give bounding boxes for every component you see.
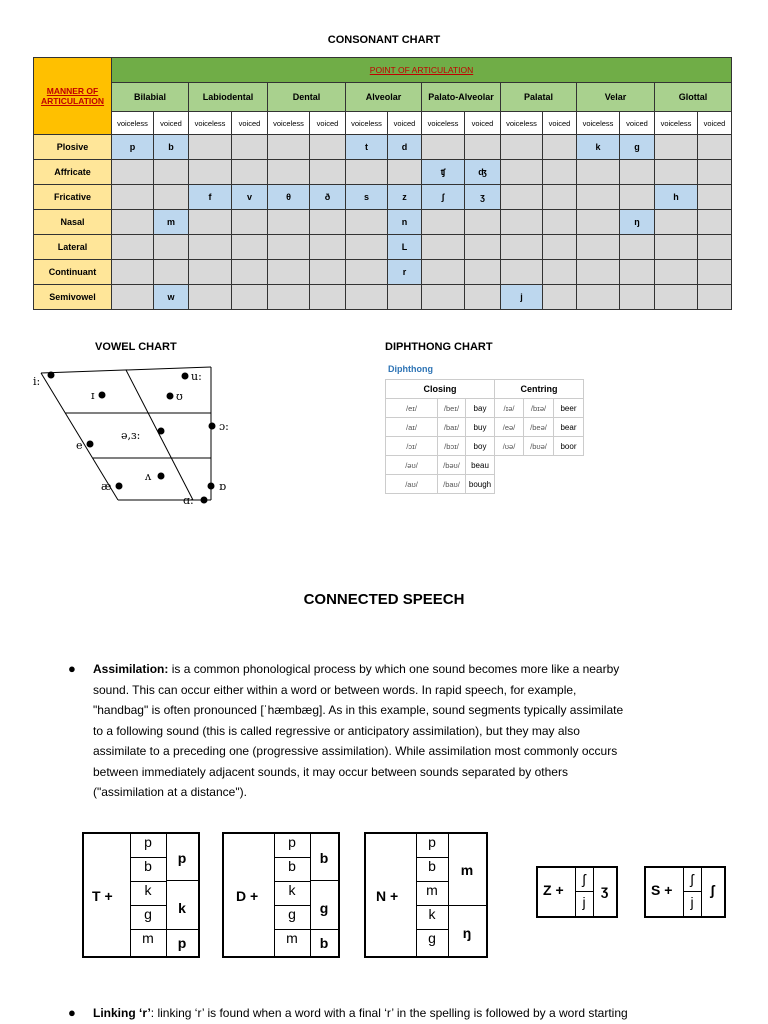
bullet-icon: ● [68,1005,76,1020]
box-cell: g [428,930,436,946]
manner-label: Nasal [34,210,112,235]
consonant-cell: g [620,135,655,160]
consonant-row [34,185,732,210]
consonant-cell: k [577,135,620,160]
diphthong-row [386,437,584,456]
place-header: Glottal [655,83,732,112]
diphthong-cell: /baʊ/ [438,475,466,494]
voicing-header: voiceless [655,112,698,135]
consonant-cell [501,160,543,185]
diphthong-row [386,399,584,418]
consonant-cell [543,210,577,235]
diphthong-chart-title: DIPHTHONG CHART [385,341,493,353]
manner-of-articulation-header: MANNER OF ARTICULATION [34,58,112,135]
consonant-cell [698,160,732,185]
diphthong-cell: /eɪ/ [386,399,438,418]
box-cell: g [274,906,310,930]
consonant-cell [268,210,310,235]
consonant-cell [543,160,577,185]
consonant-cell [232,135,268,160]
consonant-row [34,135,732,160]
box-result: k [178,900,186,916]
assimilation-box-d [222,832,340,958]
consonant-cell [154,260,189,285]
consonant-cell [346,235,388,260]
consonant-cell [543,185,577,210]
consonant-cell [620,260,655,285]
consonant-cell: h [655,185,698,210]
box-result: p [177,850,187,866]
assimilation-box-t [82,832,200,958]
consonant-cell [346,210,388,235]
voicing-header: voiceless [577,112,620,135]
manner-label: Semivowel [34,285,112,310]
box-cell: p [416,834,448,858]
consonant-cell: f [189,185,232,210]
consonant-cell [577,185,620,210]
consonant-cell: ʒ [465,185,501,210]
voicing-header: voiced [698,112,732,135]
diphthong-cell: /eə/ [495,418,524,437]
consonant-cell: z [388,185,422,210]
consonant-row [34,260,732,285]
consonant-cell [112,210,154,235]
consonant-cell [154,160,189,185]
manner-label: Plosive [34,135,112,160]
diphthong-cell: /ɪə/ [495,399,524,418]
consonant-cell: θ [268,185,310,210]
consonant-cell: j [501,285,543,310]
diphthong-cell: boy [466,437,495,456]
voicing-header: voiced [388,112,422,135]
diphthong-cell: bay [466,399,495,418]
place-header: Velar [577,83,655,112]
diphthong-cell: beer [554,399,584,418]
box-cell: j [582,894,586,910]
box-cell: k [274,882,310,906]
consonant-cell [232,160,268,185]
consonant-row [34,235,732,260]
consonant-cell [543,235,577,260]
assimilation-line: ("assimilation at a distance"). [93,785,247,799]
consonant-cell [189,285,232,310]
consonant-cell [655,235,698,260]
assimilation-line: to a following sound (this is called regressive or anticipatory assimilation), but they may also [93,723,580,738]
consonant-cell: ŋ [620,210,655,235]
diphthong-row [386,475,584,494]
diphthong-cell [554,475,584,494]
vowel-label-I: ɪ [91,389,95,402]
vowel-label-U: ʊ [176,390,183,403]
consonant-cell [543,285,577,310]
consonant-cell [577,260,620,285]
place-header: Dental [268,83,346,112]
consonant-cell: b [154,135,189,160]
consonant-cell [232,210,268,235]
consonant-cell [310,235,346,260]
voicing-header: voiced [310,112,346,135]
consonant-cell [232,235,268,260]
consonant-cell [501,185,543,210]
consonant-cell: v [232,185,268,210]
consonant-row [34,210,732,235]
consonant-cell [698,135,732,160]
vowel-dot-D [208,483,215,490]
consonant-cell [268,160,310,185]
consonant-cell [620,185,655,210]
vowel-label-e: e [76,439,83,452]
voicing-header: voiced [465,112,501,135]
diphthong-cell: buy [466,418,495,437]
consonant-cell [698,210,732,235]
consonant-cell [422,135,465,160]
diphthong-cell: bough [466,475,495,494]
place-header: Palatal [501,83,577,112]
diphthong-cell: /ɔɪ/ [386,437,438,456]
vowel-label-wedge: ʌ [145,470,152,483]
assimilation-term: Assimilation: [93,662,169,676]
consonant-cell: ʤ [465,160,501,185]
consonant-cell [422,235,465,260]
centring-header: Centring [495,380,584,399]
consonant-cell [501,135,543,160]
consonant-cell [310,160,346,185]
consonant-cell [112,160,154,185]
consonant-cell [698,260,732,285]
place-row [34,83,732,112]
consonant-cell [189,135,232,160]
box-cell: m [416,882,448,906]
box-result: g [319,900,329,916]
consonant-cell [577,210,620,235]
vowel-label-u: u: [191,370,202,383]
vowel-dot-I [99,392,106,399]
consonant-cell [655,260,698,285]
place-header: Bilabial [112,83,189,112]
assimilation-line: Assimilation: is a common phonological process by which one sound becomes more like a nearby [93,662,620,676]
diphthong-cell: /beə/ [524,418,554,437]
consonant-row [34,160,732,185]
voicing-header: voiced [620,112,655,135]
consonant-cell: ʧ [422,160,465,185]
consonant-cell [310,260,346,285]
consonant-cell [154,185,189,210]
consonant-cell [465,210,501,235]
diphthong-cell: /əʊ/ [386,456,438,475]
box-cell: b [130,858,166,882]
consonant-cell [543,135,577,160]
vowel-chart-title: VOWEL CHART [95,341,177,353]
vowel-dot-o [209,423,216,430]
diphthong-cell: boor [554,437,584,456]
assimilation-line: assimilate to a preceding one (progressive assimilation). While assimilation most commonly occurs [93,744,618,758]
consonant-cell [388,160,422,185]
box-result: m [460,862,474,878]
linking-r-term: Linking ‘r’ [93,1006,151,1020]
diphthong-cell: /ʊə/ [495,437,524,456]
assimilation-box-z [536,866,618,918]
box-cell: m [142,930,154,946]
consonant-cell [268,235,310,260]
diphthong-cell [495,456,524,475]
place-header: Palato-Alveolar [422,83,501,112]
consonant-cell: d [388,135,422,160]
box-cell: p [274,834,310,858]
consonant-cell [620,285,655,310]
consonant-cell [620,160,655,185]
box-lead: T + [92,888,113,904]
box-result: b [319,850,329,866]
consonant-cell [268,260,310,285]
diphthong-row [386,418,584,437]
consonant-cell: ð [310,185,346,210]
consonant-cell [422,285,465,310]
assimilation-paragraph [93,659,721,803]
consonant-cell [422,260,465,285]
consonant-cell [310,210,346,235]
consonant-cell [698,185,732,210]
consonant-cell [577,235,620,260]
consonant-table [33,57,732,310]
consonant-cell [189,210,232,235]
consonant-cell [543,260,577,285]
box-cell: m [286,930,298,946]
diphthong-cell: /bəʊ/ [438,456,466,475]
consonant-cell [268,135,310,160]
vowel-dot-schwa [158,428,165,435]
diphthong-cell: /bɔɪ/ [438,437,466,456]
diphthong-cell: /bɪə/ [524,399,554,418]
diphthong-label: Diphthong [388,364,433,374]
box-cell: g [130,906,166,930]
consonant-chart-title: CONSONANT CHART [327,34,441,46]
consonant-cell [189,260,232,285]
diphthong-cell: /beɪ/ [438,399,466,418]
consonant-cell [698,235,732,260]
vowel-dot-e [87,441,94,448]
box-lead: Z + [543,882,564,898]
vowel-quadrilateral [33,363,233,508]
assimilation-line: "handbag" is often pronounced [ˈhæmbæg]. As in this example, sound segments typically assimilate [93,703,624,717]
consonant-cell [465,260,501,285]
vowel-dot-wedge [158,473,165,480]
vowel-label-ae: æ [101,480,112,493]
consonant-cell: t [346,135,388,160]
diphthong-cell [524,475,554,494]
voicing-row [34,112,732,135]
connected-speech-title: CONNECTED SPEECH [303,591,465,608]
voicing-header: voiceless [268,112,310,135]
voicing-header: voiceless [189,112,232,135]
vowel-label-o: ɔ: [219,420,229,433]
manner-label: Affricate [34,160,112,185]
vowel-dot-U [167,393,174,400]
consonant-cell [232,260,268,285]
consonant-cell: w [154,285,189,310]
manner-label: Fricative [34,185,112,210]
consonant-cell [112,235,154,260]
box-result: ʃ [710,882,715,898]
box-cell: ʃ [690,871,694,887]
consonant-cell [655,160,698,185]
box-cell: k [416,906,448,930]
diphthong-cell [554,456,584,475]
vowel-dot-i [48,372,55,379]
consonant-cell [310,285,346,310]
voicing-header: voiceless [112,112,154,135]
vowel-dot-a [201,497,208,504]
consonant-cell [655,135,698,160]
assimilation-line: sound. This can occur either within a word or between words. In rapid speech, for example, [93,682,577,697]
box-cell: p [130,834,166,858]
consonant-cell [620,235,655,260]
box-lead: S + [651,882,673,898]
vowel-dot-ae [116,483,123,490]
place-header: Labiodental [189,83,268,112]
consonant-cell [189,160,232,185]
consonant-cell [465,235,501,260]
diphthong-cell: /aʊ/ [386,475,438,494]
box-result: b [319,935,329,951]
consonant-cell: n [388,210,422,235]
voicing-header: voiceless [501,112,543,135]
diphthong-cell [524,456,554,475]
consonant-cell [577,285,620,310]
voicing-header: voiceless [422,112,465,135]
consonant-cell [346,260,388,285]
consonant-cell [655,285,698,310]
box-lead: N + [376,888,399,904]
consonant-cell [268,285,310,310]
consonant-cell [501,260,543,285]
consonant-row [34,285,732,310]
consonant-cell [112,260,154,285]
vowel-dot-u [182,373,189,380]
consonant-cell: L [388,235,422,260]
bullet-icon: ● [68,661,76,676]
voicing-header: voiced [232,112,268,135]
vowel-label-i: i: [33,375,41,388]
diphthong-table [385,379,584,494]
box-cell: k [130,882,166,906]
consonant-cell: p [112,135,154,160]
vowel-label-schwa: ə,ɜ: [121,429,141,442]
consonant-cell [346,285,388,310]
box-lead: D + [236,888,259,904]
consonant-cell [465,135,501,160]
diphthong-row [386,456,584,475]
assimilation-box-s [644,866,726,918]
diphthong-cell: beau [466,456,495,475]
consonant-cell [346,160,388,185]
box-cell: b [274,858,310,882]
assimilation-box-n [364,832,488,958]
diphthong-cell: /baɪ/ [438,418,466,437]
consonant-cell: ʃ [422,185,465,210]
consonant-cell [501,235,543,260]
assimilation-line: between immediately adjacent sounds, it may occur between sounds separated by others [93,764,568,779]
consonant-cell [655,210,698,235]
consonant-cell [189,235,232,260]
consonant-cell [422,210,465,235]
box-cell: ʃ [582,871,586,887]
box-result: p [177,935,187,951]
consonant-cell [232,285,268,310]
consonant-cell [465,285,501,310]
consonant-cell [112,285,154,310]
box-cell: b [416,858,448,882]
consonant-cell [154,235,189,260]
vowel-label-a: ɑ: [183,494,194,507]
consonant-cell: r [388,260,422,285]
closing-header: Closing [386,380,495,399]
consonant-cell [577,160,620,185]
place-header: Alveolar [346,83,422,112]
voicing-header: voiced [543,112,577,135]
diphthong-cell: /bʊə/ [524,437,554,456]
manner-label: Lateral [34,235,112,260]
diphthong-cell [495,475,524,494]
consonant-cell [310,135,346,160]
voicing-header: voiced [154,112,189,135]
diphthong-cell: /aɪ/ [386,418,438,437]
consonant-cell [388,285,422,310]
vowel-label-D: ɒ [219,480,227,493]
linking-r-paragraph: Linking ‘r’: linking ‘r’ is found when a word with a final ‘r’ in the spelling is followed by a word starting [93,1006,628,1020]
box-result: ʒ [600,882,609,898]
box-result: ŋ [462,925,472,941]
box-cell: j [690,894,694,910]
voicing-header: voiceless [346,112,388,135]
consonant-cell [112,185,154,210]
point-of-articulation-header: POINT OF ARTICULATION [112,58,732,83]
consonant-cell: s [346,185,388,210]
manner-label: Continuant [34,260,112,285]
diphthong-cell: bear [554,418,584,437]
consonant-cell: m [154,210,189,235]
consonant-cell [501,210,543,235]
consonant-cell [698,285,732,310]
